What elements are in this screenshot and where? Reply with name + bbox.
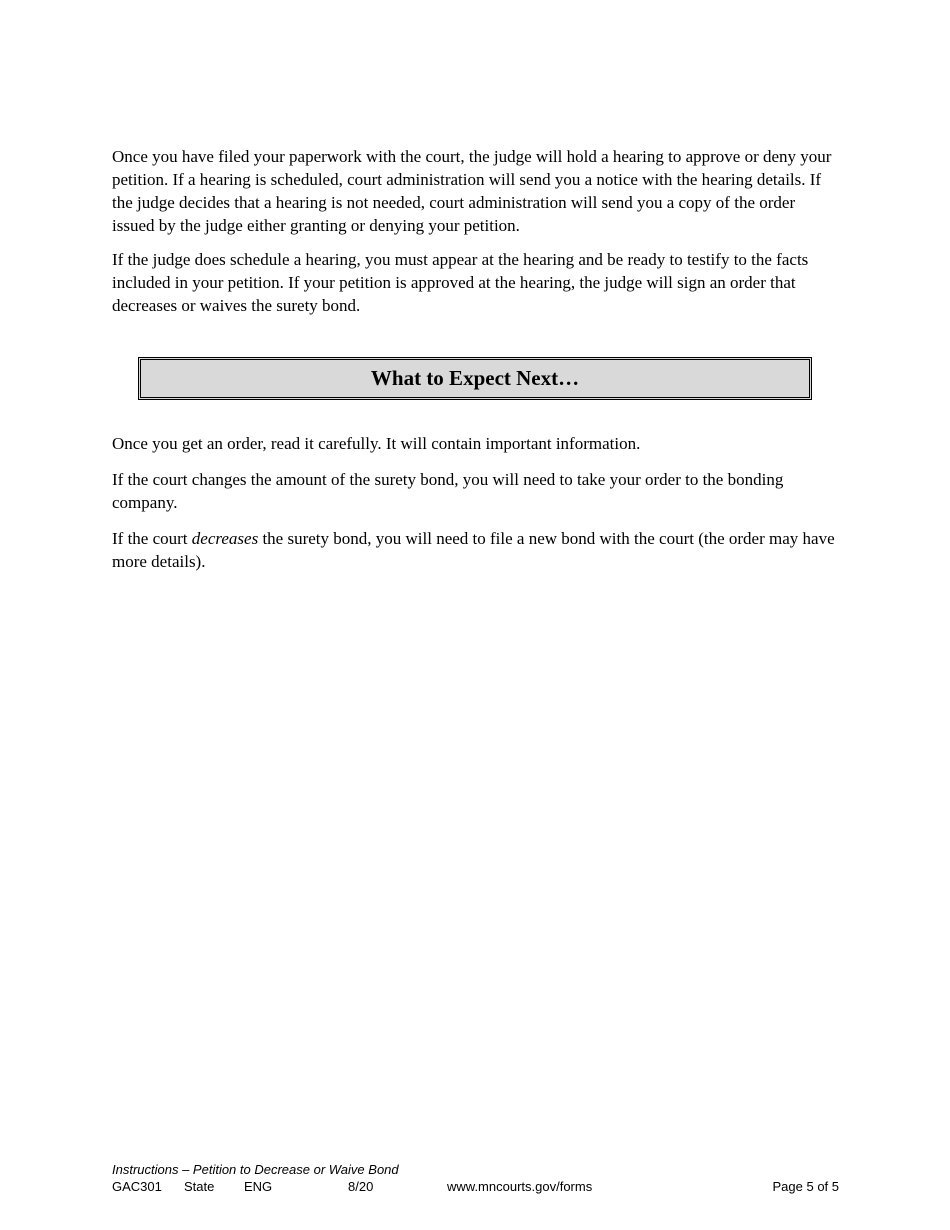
intro-section	[112, 145, 838, 317]
footer-language: ENG	[244, 1179, 273, 1194]
footer-meta-row	[112, 1178, 839, 1195]
next-paragraph-order: Once you get an order, read it carefully. It will contain important information.	[112, 434, 641, 453]
footer-title: Instructions – Petition to Decrease or Waive Bond	[112, 1162, 399, 1177]
next-paragraph-bonding-company: If the court changes the amount of the surety bond, you will need to take your order to the bonding company.	[112, 470, 784, 512]
next-paragraph-decreases	[112, 527, 838, 573]
page-footer	[112, 1161, 839, 1195]
footer-url: www.mncourts.gov/forms	[447, 1179, 593, 1194]
footer-form-code: GAC301	[112, 1179, 162, 1194]
footer-page-number: Page 5 of 5	[772, 1179, 839, 1194]
next-steps-section	[112, 432, 838, 586]
section-heading-box	[138, 357, 812, 400]
decreases-text-after: the surety bond, you will need to file a new bond with the court (the order may have more details).	[112, 529, 835, 571]
intro-paragraph-testify: If the judge does schedule a hearing, you must appear at the hearing and be ready to testify to the facts included in your petition. If your petition is approved at the hearing, the judge will sign an order that decreases or waives the surety bond.	[112, 250, 809, 315]
footer-jurisdiction: State	[184, 1179, 215, 1194]
intro-paragraph-hearing: Once you have filed your paperwork with the court, the judge will hold a hearing to approve or deny your petition. If a hearing is scheduled, court administration will send you a notice with the hearing details. If the judge decides that a hearing is not needed, court administration will send you a copy of the order issued by the judge either granting or denying your petition.	[112, 147, 832, 235]
decreases-text-before: If the court	[112, 529, 192, 548]
footer-revision-date: 8/20	[348, 1179, 374, 1194]
decreases-emphasis: decreases	[191, 529, 259, 548]
section-heading: What to Expect Next…	[370, 366, 580, 390]
